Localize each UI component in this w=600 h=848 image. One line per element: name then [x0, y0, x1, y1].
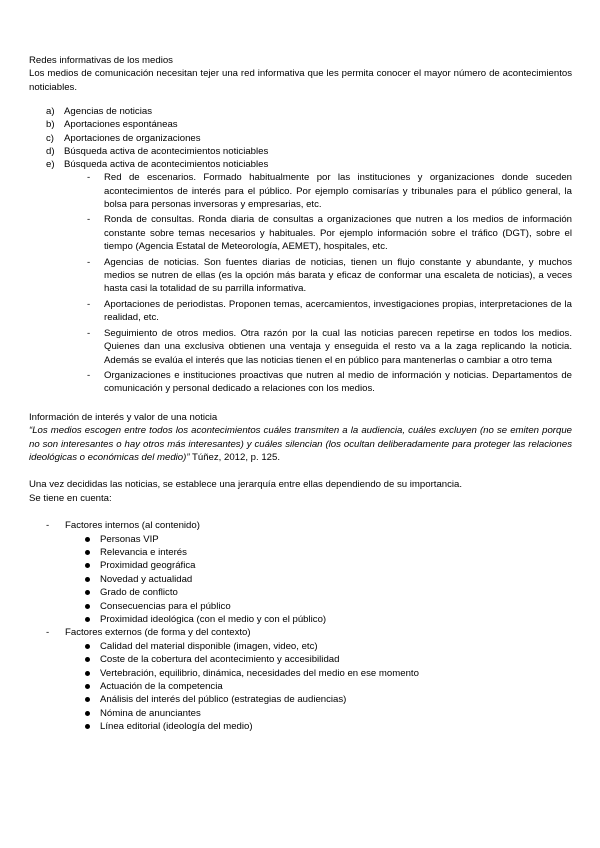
list-item — [29, 327, 572, 367]
dash-marker: - — [87, 256, 91, 268]
bullet-icon — [85, 617, 90, 622]
quote-text: “Los medios escogen entre todos los acontecimientos cuáles transmiten a la audiencia, cuáles excluyen (no se emiten porque no son interesantes o hay otros más interesantes) y cuáles silencian (los ocultan deliberadamente para proteger las relaciones ideológicas o económicas del medio)” — [29, 425, 572, 463]
list-item-text: Vertebración, equilibrio, dinámica, necesidades del medio en ese momento — [100, 667, 419, 679]
list-item-text: Agencias de noticias — [64, 106, 152, 118]
list-item-text: Aportaciones espontáneas — [64, 119, 178, 131]
bullet-icon — [85, 563, 90, 568]
sources-list — [29, 105, 572, 171]
quote-paragraph — [29, 424, 572, 464]
list-item — [29, 132, 572, 145]
bullet-icon — [85, 671, 90, 676]
dash-marker: - — [87, 172, 91, 184]
list-item — [29, 369, 572, 396]
list-item-text: Agencias de noticias. Son fuentes diarias de noticias, tienen un flujo constante y abundante, y muchos medios se nutren de ellas (es la opción más barata y eficaz de conformar una escaleta de noticias), a veces hasta casi la totalidad de su parrilla informativa. — [104, 256, 572, 295]
list-item-text: Proximidad ideológica (con el medio y con el público) — [100, 614, 327, 626]
list-item-text: Búsqueda activa de acontecimientos noticiables — [64, 159, 269, 171]
bullet-icon — [85, 711, 90, 716]
list-item — [65, 667, 572, 680]
list-item — [65, 546, 572, 559]
internal-factors-list — [65, 533, 572, 627]
hierarchy-criteria-label: Se tiene en cuenta: — [29, 492, 112, 504]
list-item — [65, 586, 572, 599]
factor-group-title: Factores internos (al contenido) — [65, 520, 200, 532]
bullet-icon — [85, 657, 90, 662]
list-marker: c) — [46, 132, 54, 144]
list-marker: b) — [46, 119, 55, 131]
list-item — [65, 640, 572, 653]
list-item-text: Grado de conflicto — [100, 587, 178, 599]
list-item-text: Aportaciones de organizaciones — [64, 132, 201, 144]
list-item — [29, 213, 572, 253]
list-item-text: Red de escenarios. Formado habitualmente por las instituciones y organizaciones donde suceden acontecimientos de interés para el público. Por ejemplo comisarías y tribunales para el público general, la bolsa para personas inversoras y empresarias, etc. — [104, 172, 572, 211]
bullet-icon — [85, 590, 90, 595]
list-item-text: Proximidad geográfica — [100, 560, 196, 572]
bullet-icon — [85, 697, 90, 702]
factor-group-external — [29, 626, 572, 733]
list-item — [65, 559, 572, 572]
list-item-text: Seguimiento de otros medios. Otra razón por la cual las noticias parecen repetirse en todos los medios. Quienes dan una exclusiva obtienen una ventaja y enseguida el resto va a la zaga replicando la noticia. Además se evalúa el interés que las noticias tienen el en público para mantenerlas o cambiar a otro tema — [104, 327, 572, 366]
bullet-icon — [85, 684, 90, 689]
list-item — [29, 145, 572, 158]
dash-marker: - — [46, 520, 50, 532]
list-item — [65, 573, 572, 586]
factor-group-title: Factores externos (de forma y del contexto) — [65, 627, 251, 639]
bullet-icon — [85, 550, 90, 555]
bullet-icon — [85, 577, 90, 582]
dash-marker: - — [87, 327, 91, 339]
bullet-icon — [85, 537, 90, 542]
list-item — [65, 533, 572, 546]
list-item — [65, 720, 572, 733]
document-page — [29, 54, 572, 734]
list-item-text: Relevancia e interés — [100, 546, 187, 558]
list-item-text: Coste de la cobertura del acontecimiento y accesibilidad — [100, 654, 340, 666]
list-item-text: Búsqueda activa de acontecimientos noticiables — [64, 145, 269, 157]
external-factors-list — [65, 640, 572, 734]
list-item — [65, 707, 572, 720]
dash-marker: - — [87, 214, 91, 226]
bullet-icon — [85, 604, 90, 609]
list-item-text: Aportaciones de periodistas. Proponen temas, acercamientos, investigaciones propias, interpretaciones de la realidad, etc. — [104, 298, 572, 324]
list-item — [65, 693, 572, 706]
list-item-text: Personas VIP — [100, 533, 159, 545]
list-item-text: Línea editorial (ideología del medio) — [100, 721, 253, 733]
list-item — [29, 298, 572, 325]
list-item-text: Novedad y actualidad — [100, 573, 193, 585]
list-marker: d) — [46, 145, 55, 157]
hierarchy-line: Una vez decididas las noticias, se establece una jerarquía entre ellas dependiendo de su importancia. — [29, 479, 463, 491]
list-marker: e) — [46, 159, 55, 171]
list-item-text: Nómina de anunciantes — [100, 707, 201, 719]
list-item — [29, 158, 572, 171]
section-title-interes: Información de interés y valor de una noticia — [29, 411, 218, 423]
list-item-text: Ronda de consultas. Ronda diaria de consultas a organizaciones que nutren a los medios de información constante sobre temas necesarios y habituales. Por ejemplo información sobre el tráfico (DGT), sobre el tiempo (Agencia Estatal de Meteorología, AEMET), hospitales, etc. — [104, 214, 572, 253]
list-item — [29, 256, 572, 296]
list-marker: a) — [46, 106, 55, 118]
list-item-text: Análisis del interés del público (estrategias de audiencias) — [100, 694, 347, 706]
section-intro: Los medios de comunicación necesitan tejer una red informativa que les permita conocer el mayor número de acontecimientos noticiables. — [29, 68, 572, 93]
factors-list — [29, 519, 572, 734]
section-title-redes: Redes informativas de los medios — [29, 55, 173, 66]
list-item-text: Calidad del material disponible (imagen, video, etc) — [100, 640, 318, 652]
dash-marker: - — [46, 627, 50, 639]
list-item — [29, 105, 572, 118]
bullet-icon — [85, 724, 90, 729]
bullet-icon — [85, 644, 90, 649]
active-search-sublist — [29, 171, 572, 396]
dash-marker: - — [87, 369, 91, 381]
list-item — [65, 680, 572, 693]
list-item — [65, 613, 572, 626]
list-item-text: Actuación de la competencia — [100, 681, 223, 693]
list-item — [65, 600, 572, 613]
list-item-text: Organizaciones e instituciones proactivas que nutren al medio de información y noticias. Departamentos de comunicación y personal dedicado a relaciones con los medios. — [104, 369, 572, 395]
list-item — [29, 118, 572, 131]
list-item — [65, 653, 572, 666]
quote-citation: Túñez, 2012, p. 125. — [189, 451, 281, 463]
dash-marker: - — [87, 298, 91, 310]
list-item-text: Consecuencias para el público — [100, 600, 231, 612]
list-item — [29, 171, 572, 211]
factor-group-internal — [29, 519, 572, 626]
